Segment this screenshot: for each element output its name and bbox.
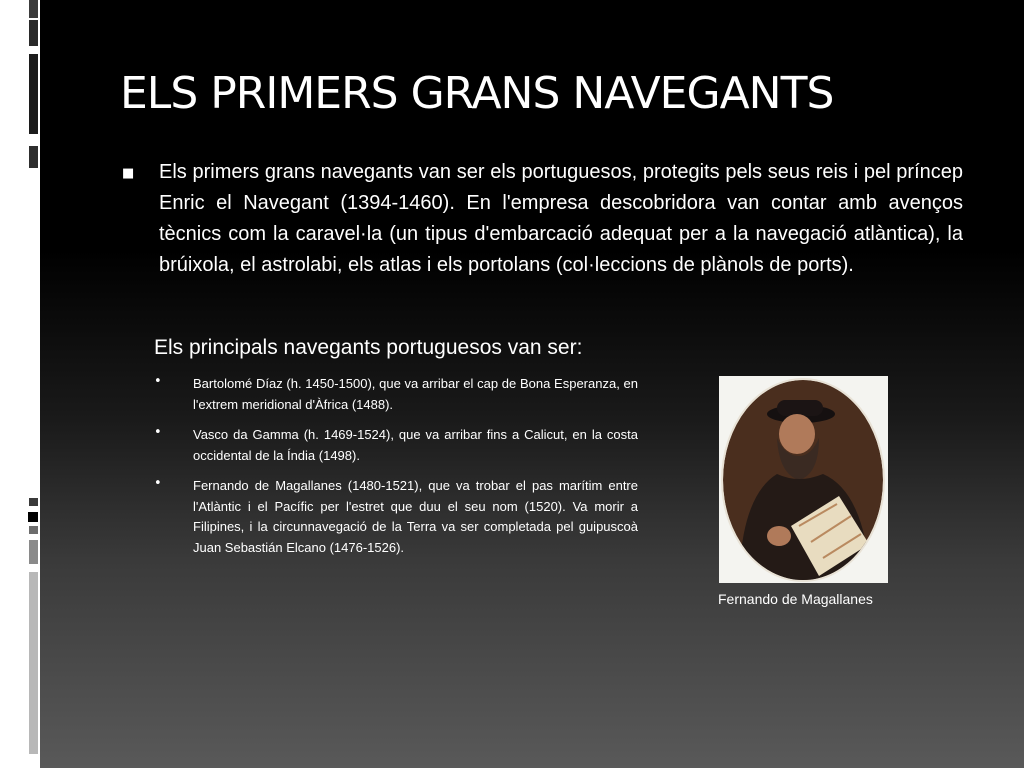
portrait-caption: Fernando de Magallanes	[718, 591, 873, 607]
navigators-subheading: Els principals navegants portuguesos van ser:	[154, 336, 583, 359]
list-item	[152, 476, 638, 558]
navigators-list	[152, 374, 638, 568]
strip-bar	[29, 540, 38, 564]
left-decorative-strip	[0, 0, 40, 768]
intro-paragraph: Els primers grans navegants van ser els portuguesos, protegits pels seus reis i pel príncep Enric el Navegant (1394-1460). En l'empresa descobridora van contar amb avenços tècnics com la caravel·la (un tipus d'embarcació adequat per a la navegació atlàntica), la brúixola, el astrolabi, els atlas i els portolans (col·leccions de plànols de ports).	[159, 161, 963, 276]
strip-bar	[29, 54, 38, 134]
strip-bar	[29, 20, 38, 46]
navigator-text: Bartolomé Díaz (h. 1450-1500), que va arribar el cap de Bona Esperanza, en l'extrem meridional d'Àfrica (1488).	[193, 376, 638, 412]
slide-title: ELS PRIMERS GRANS NAVEGANTS	[120, 68, 834, 119]
magellan-portrait	[719, 376, 888, 583]
round-bullet-icon: •	[154, 374, 162, 389]
list-item	[152, 425, 638, 466]
square-bullet-icon: ■	[122, 166, 135, 181]
list-item	[152, 374, 638, 415]
strip-bar	[29, 0, 38, 18]
portrait-image	[719, 376, 888, 583]
round-bullet-icon: •	[154, 476, 162, 491]
navigator-text: Vasco da Gamma (h. 1469-1524), que va arribar fins a Calicut, en la costa occidental de la Índia (1498).	[193, 427, 638, 463]
navigator-text: Fernando de Magallanes (1480-1521), que va trobar el pas marítim entre l'Atlàntic i el Pacífic per l'estret que duu el seu nom (1520). Va morir a Filipines, i la circunnavegació de la Terra va ser completada pel guipuscoà Juan Sebastián Elcano (1476-1526).	[193, 478, 638, 555]
strip-bar	[28, 512, 38, 522]
strip-bar	[29, 498, 38, 506]
strip-bar	[29, 146, 38, 168]
strip-bar	[29, 572, 38, 754]
round-bullet-icon: •	[154, 425, 162, 440]
strip-bar	[29, 526, 38, 534]
